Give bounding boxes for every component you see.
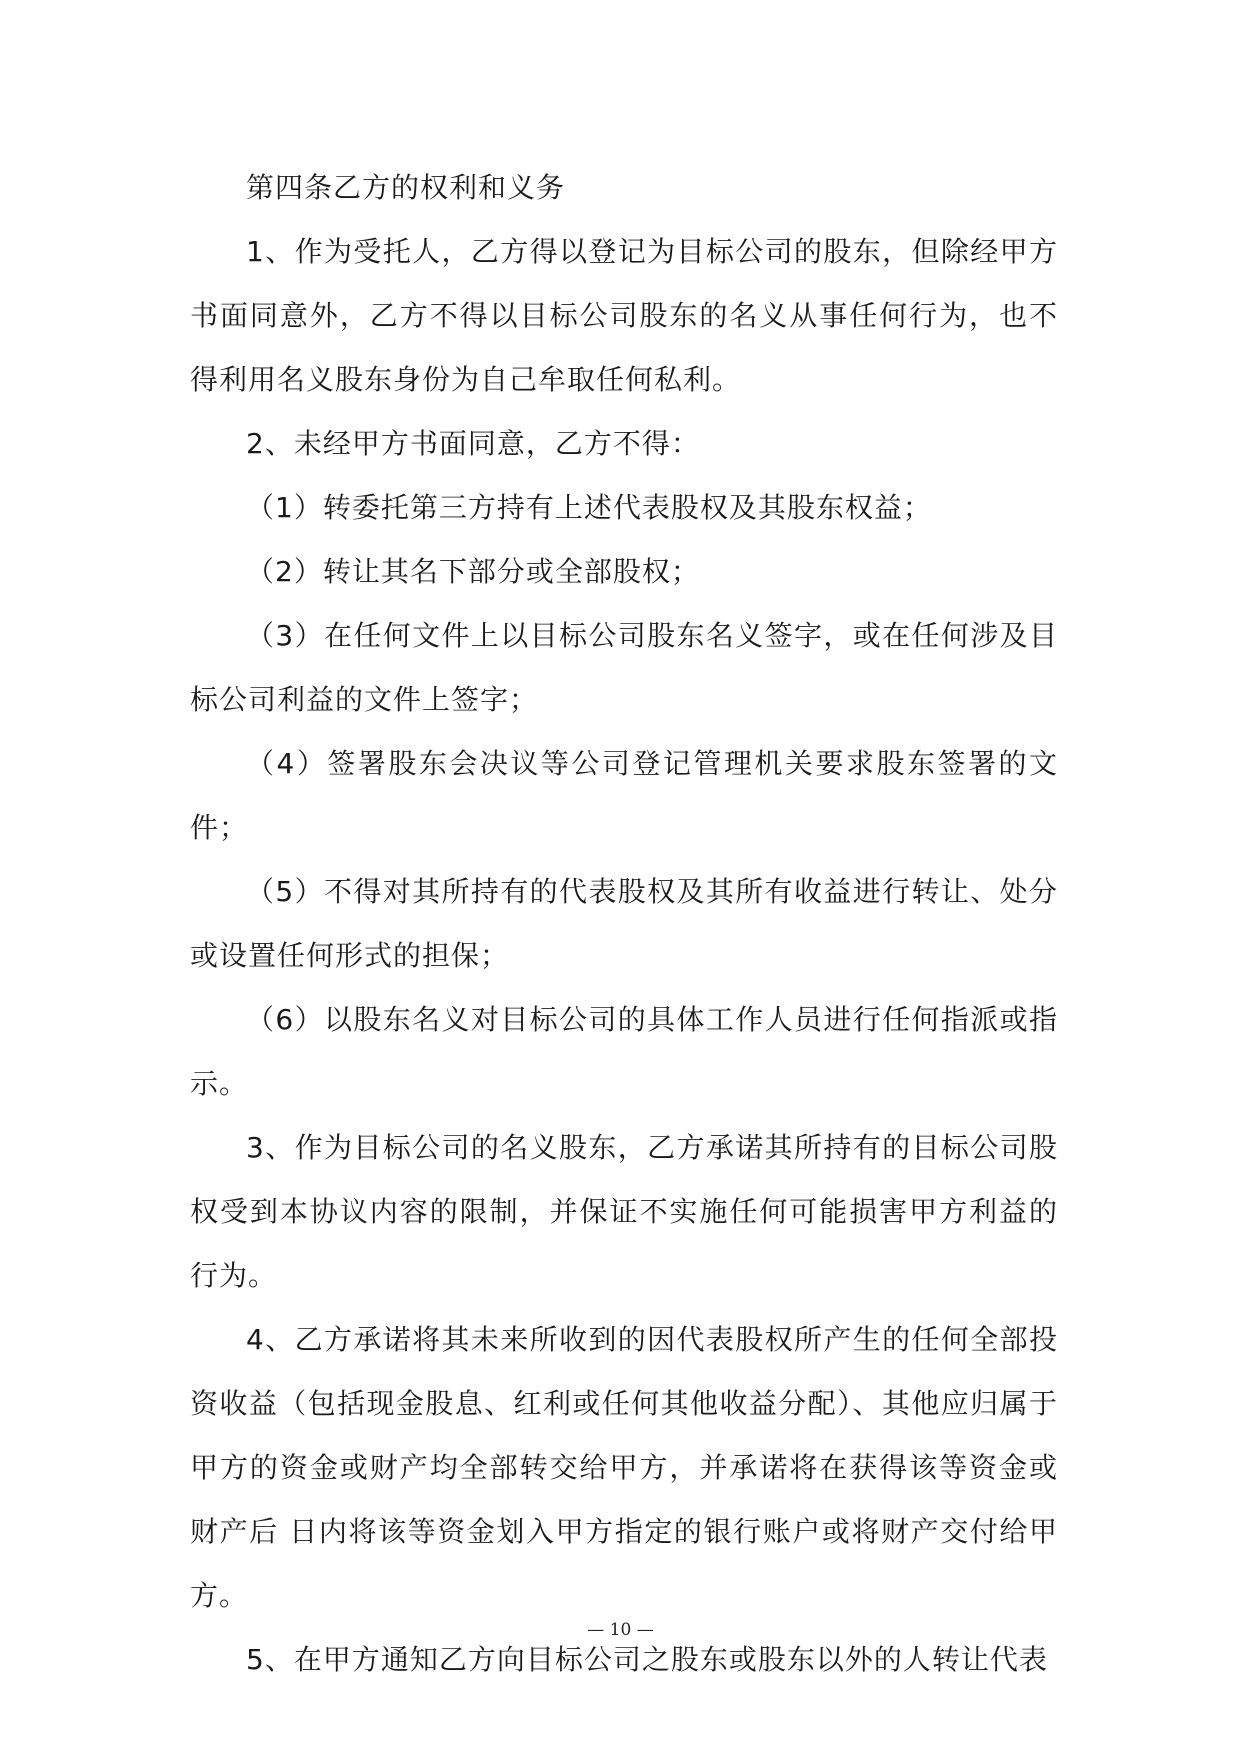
clause-3: 3、作为目标公司的名义股东，乙方承诺其所持有的目标公司股权受到本协议内容的限制，并保证不实施任何可能损害甲方利益的行为。 (190, 1131, 1058, 1292)
clause-1: 1、作为受托人，乙方得以登记为目标公司的股东，但除经甲方书面同意外，乙方不得以目标公司股东的名义从事任何行为，也不得利用名义股东身份为自己牟取任何私利。 (190, 235, 1058, 396)
clause-5: 5、在甲方通知乙方向目标公司之股东或股东以外的人转让代表 (246, 1643, 1048, 1676)
clause-2: 2、未经甲方书面同意，乙方不得： (246, 427, 700, 460)
clause-2-item-3: （3）在任何文件上以目标公司股东名义签字，或在任何涉及目标公司利益的文件上签字； (190, 619, 1058, 716)
document-body (190, 156, 1058, 1692)
clause-2-item-4: （4）签署股东会决议等公司登记管理机关要求股东签署的文件； (190, 747, 1058, 844)
article-heading: 第四条乙方的权利和义务 (246, 171, 566, 204)
clause-2-item-1: （1）转委托第三方持有上述代表股权及其股东权益； (246, 491, 932, 524)
clause-2-item-2: （2）转让其名下部分或全部股权； (246, 555, 700, 588)
page-number: — 10 — (587, 1620, 654, 1640)
clause-2-item-5: （5）不得对其所持有的代表股权及其所有收益进行转让、处分或设置任何形式的担保； (190, 875, 1058, 972)
clause-4: 4、乙方承诺将其未来所收到的因代表股权所产生的任何全部投资收益（包括现金股息、红利或任何其他收益分配）、其他应归属于甲方的资金或财产均全部转交给甲方，并承诺将在获得该等资金或财产后 日内将该等资金划入甲方指定的银行账户或将财产交付给甲方。 (190, 1323, 1058, 1612)
clause-2-item-6: （6）以股东名义对目标公司的具体工作人员进行任何指派或指示。 (190, 1003, 1058, 1100)
